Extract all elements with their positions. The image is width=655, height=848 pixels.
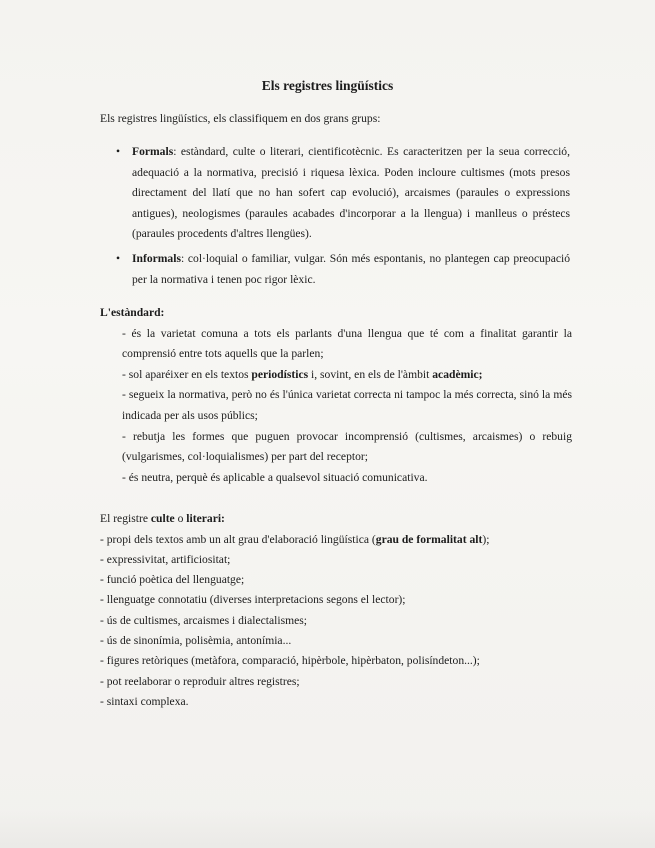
standard-section <box>100 303 572 488</box>
list-item: - llenguatge connotatiu (diverses interpretacions segons el lector); <box>100 593 406 607</box>
list-item: - sintaxi complexa. <box>100 694 189 708</box>
list-item: - ús de cultismes, arcaismes i dialectalismes; <box>100 613 308 627</box>
list-item-formals <box>110 142 570 245</box>
list-item: - figures retòriques (metàfora, comparació, hipèrbole, hipèrbaton, polisíndeton...); <box>100 654 480 668</box>
term-informals: Informals <box>132 251 181 265</box>
list-item: - ús de sinonímia, polisèmia, antonímia... <box>100 634 292 648</box>
standard-item-4: - rebutja les formes que puguen provocar incomprensió (cultismes, arcaismes) o rebuig (vulgarismes, col·loquialismes) per part del receptor; <box>122 429 572 464</box>
list-item: - pot reelaborar o reproduir altres registres; <box>100 674 300 688</box>
standard-item-5: - és neutra, perquè és aplicable a qualsevol situació comunicativa. <box>122 470 428 484</box>
formals-description: : estàndard, culte o literari, cientificotècnic. Es caracteritzen per la seua correcció, adequació a la normativa, precisió i riquesa lèxica. Poden incloure cultismes (mots presos directament del llatí que no han sofert cap evolució), arcaismes (paraules o expressions antigues), neologismes (paraules acabades d'incorporar a la llengua) i manlleus o préstecs (paraules procedents d'altres llengües). <box>132 145 570 241</box>
standard-item-3: - segueix la normativa, però no és l'única varietat correcta ni tampoc la més correcta, sinó la més indicada per als usos públics; <box>122 388 572 422</box>
literary-heading: El registre culte o literari: <box>100 512 225 525</box>
list-item: - expressivitat, artificiositat; <box>100 552 231 566</box>
bullet-icon: • <box>116 145 121 158</box>
standard-item-1: - és la varietat comuna a tots els parlants d'una llengua que té com a finalitat garantir la comprensió entre tots aquells que la parlen; <box>122 326 572 361</box>
literary-item-1: - propi dels textos amb un alt grau d'elaboració lingüística (grau de formalitat alt); <box>100 532 490 546</box>
standard-item-2: - sol aparéixer en els textos periodístics i, sovint, en els de l'àmbit acadèmic; <box>122 367 483 381</box>
list-item-informals <box>110 249 570 290</box>
page-title: Els registres lingüístics <box>261 78 394 93</box>
term-formals: Formals <box>132 145 174 158</box>
list-item: - funció poètica del llenguatge; <box>100 573 245 587</box>
informals-description: : col·loquial o familiar, vulgar. Són més espontanis, no plantegen cap preocupació per la normativa i tenen poc rigor lèxic. <box>132 251 570 286</box>
standard-heading: L'estàndard: <box>100 306 165 319</box>
intro-paragraph: Els registres lingüístics, els classifiquem en dos grans grups: <box>100 112 381 125</box>
literary-section <box>100 509 572 712</box>
bullet-icon: • <box>116 251 121 265</box>
register-groups-list <box>110 142 570 294</box>
